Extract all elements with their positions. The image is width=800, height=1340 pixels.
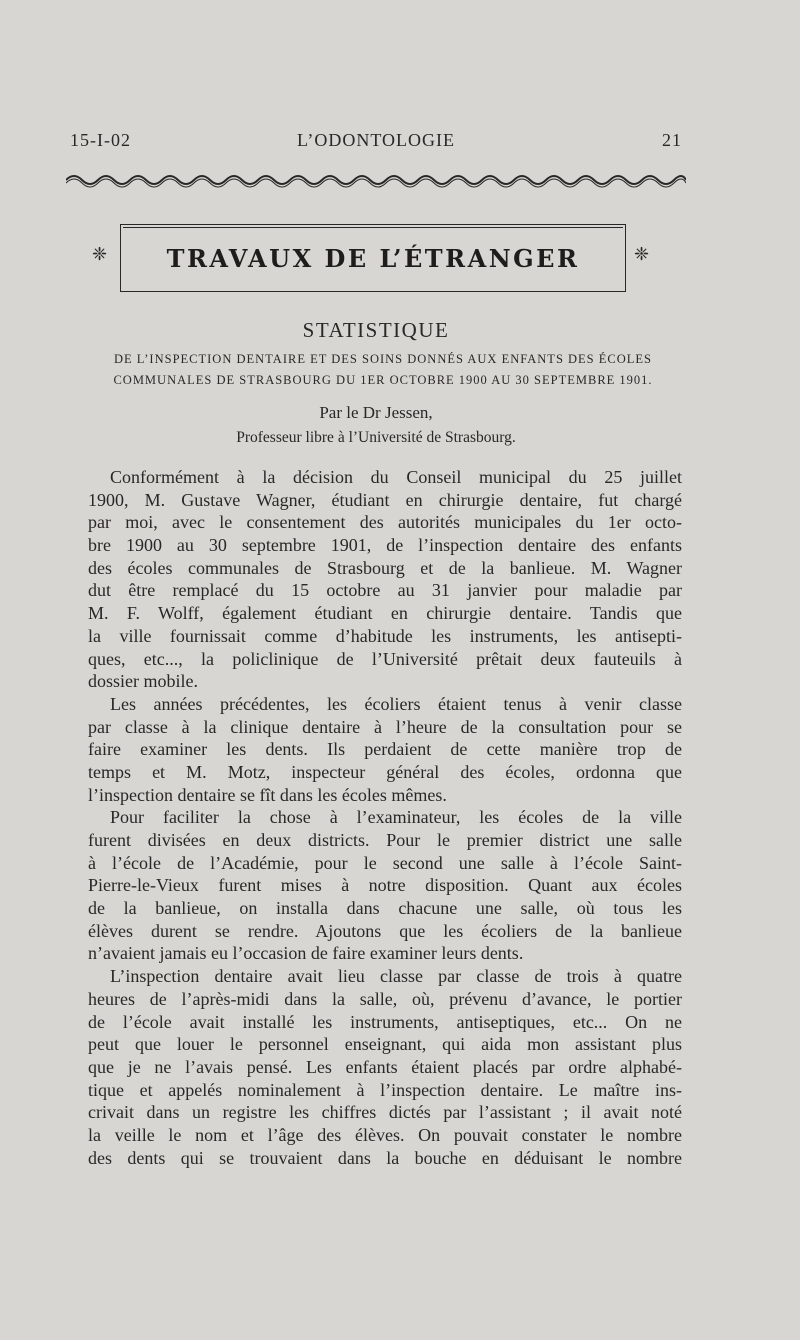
article-subtitle-line-1: DE L’INSPECTION DENTAIRE ET DES SOINS DONNÉS AUX ENFANTS DES ÉCOLES: [113, 352, 652, 366]
body-line: ques, etc..., la policlinique de l’Université prêtait deux fauteuils à: [88, 648, 682, 669]
body-line: que je ne l’avais pensé. Les enfants étaient placés par ordre alphabé-: [88, 1056, 682, 1077]
running-head: [70, 130, 682, 156]
body-line: M. F. Wolff, également étudiant en chirurgie dentaire. Tandis que: [88, 603, 682, 624]
article-title: STATISTIQUE: [302, 318, 450, 342]
body-line: bre 1900 au 30 septembre 1901, de l’inspection dentaire des enfants: [88, 535, 682, 556]
fleuron-left-icon: ❈: [92, 244, 108, 264]
body-line: par classe à la clinique dentaire à l’heure de la consultation pour se: [88, 716, 682, 737]
body-line: dossier mobile.: [88, 671, 198, 692]
body-line: de la banlieue, on installa dans chacune une salle, où tous les: [88, 898, 682, 919]
body-line: l’inspection dentaire se fît dans les écoles mêmes.: [88, 784, 447, 805]
body-line: des dents qui se trouvaient dans la bouche en déduisant le nombre: [88, 1147, 682, 1168]
journal-name: L’ODONTOLOGIE: [297, 130, 455, 150]
body-line: L’inspection dentaire avait lieu classe par classe de trois à quatre: [110, 966, 682, 987]
section-title: TRAVAUX DE L’ÉTRANGER: [166, 243, 580, 273]
article-body: [88, 466, 682, 1169]
body-line: temps et M. Motz, inspecteur général des écoles, ordonna que: [88, 761, 682, 782]
body-line: heures de l’après-midi dans la salle, où, prévenu d’avance, le portier: [88, 988, 682, 1009]
body-line: Conformément à la décision du Conseil municipal du 25 juillet: [110, 467, 682, 487]
fleuron-right-icon: ❈: [634, 244, 650, 264]
body-line: Pierre-le-Vieux furent mises à notre disposition. Quant aux écoles: [88, 875, 682, 896]
body-line: tique et appelés nominalement à l’inspection dentaire. Le maître ins-: [88, 1079, 682, 1100]
body-line: élèves durent se rendre. Ajoutons que les écoliers de la banlieue: [88, 920, 682, 941]
body-line: faire examiner les dents. Ils perdaient de cette manière trop de: [88, 739, 682, 760]
body-line: 1900, M. Gustave Wagner, étudiant en chirurgie dentaire, fut chargé: [88, 489, 682, 510]
body-line: la ville fournissait comme d’habitude les instruments, les antisepti-: [88, 625, 682, 646]
body-line: crivait dans un registre les chiffres dictés par l’assistant ; il avait noté: [88, 1102, 682, 1123]
section-heading-box: [120, 224, 626, 292]
body-line: furent divisées en deux districts. Pour le premier district une salle: [88, 830, 682, 850]
wave-ornament-icon: [66, 170, 686, 190]
body-line: de l’école avait installé les instruments, antiseptiques, etc... On ne: [88, 1011, 682, 1032]
body-line: n’avaient jamais eu l’occasion de faire examiner leurs dents.: [88, 943, 524, 964]
body-line: des écoles communales de Strasbourg et de la banlieue. M. Wagner: [88, 557, 682, 578]
body-line: par moi, avec le consentement des autorités municipales du 1er octo-: [88, 512, 682, 533]
body-line: Les années précédentes, les écoliers étaient tenus à venir classe: [110, 693, 682, 714]
body-line: dut être remplacé du 15 octobre au 31 janvier pour maladie par: [88, 580, 682, 601]
author-affiliation: Professeur libre à l’Université de Strasbourg.: [236, 429, 516, 446]
page-number: 21: [662, 130, 682, 150]
issue-date: 15-I-02: [70, 130, 131, 150]
body-line: la veille le nom et l’âge des élèves. On pouvait constater le nombre: [88, 1124, 682, 1145]
article-subtitle-line-2: COMMUNALES DE STRASBOURG DU 1ER OCTOBRE 1900 AU 30 SEPTEMBRE 1901.: [113, 373, 653, 387]
body-line: Pour faciliter la chose à l’examinateur, les écoles de la ville: [110, 807, 682, 828]
author-byline: Par le Dr Jessen,: [319, 403, 433, 422]
body-line: peut que louer le personnel enseignant, qui aida mon assistant plus: [88, 1034, 682, 1055]
body-line: à l’école de l’Académie, pour le second une salle à l’école Saint-: [88, 852, 682, 873]
